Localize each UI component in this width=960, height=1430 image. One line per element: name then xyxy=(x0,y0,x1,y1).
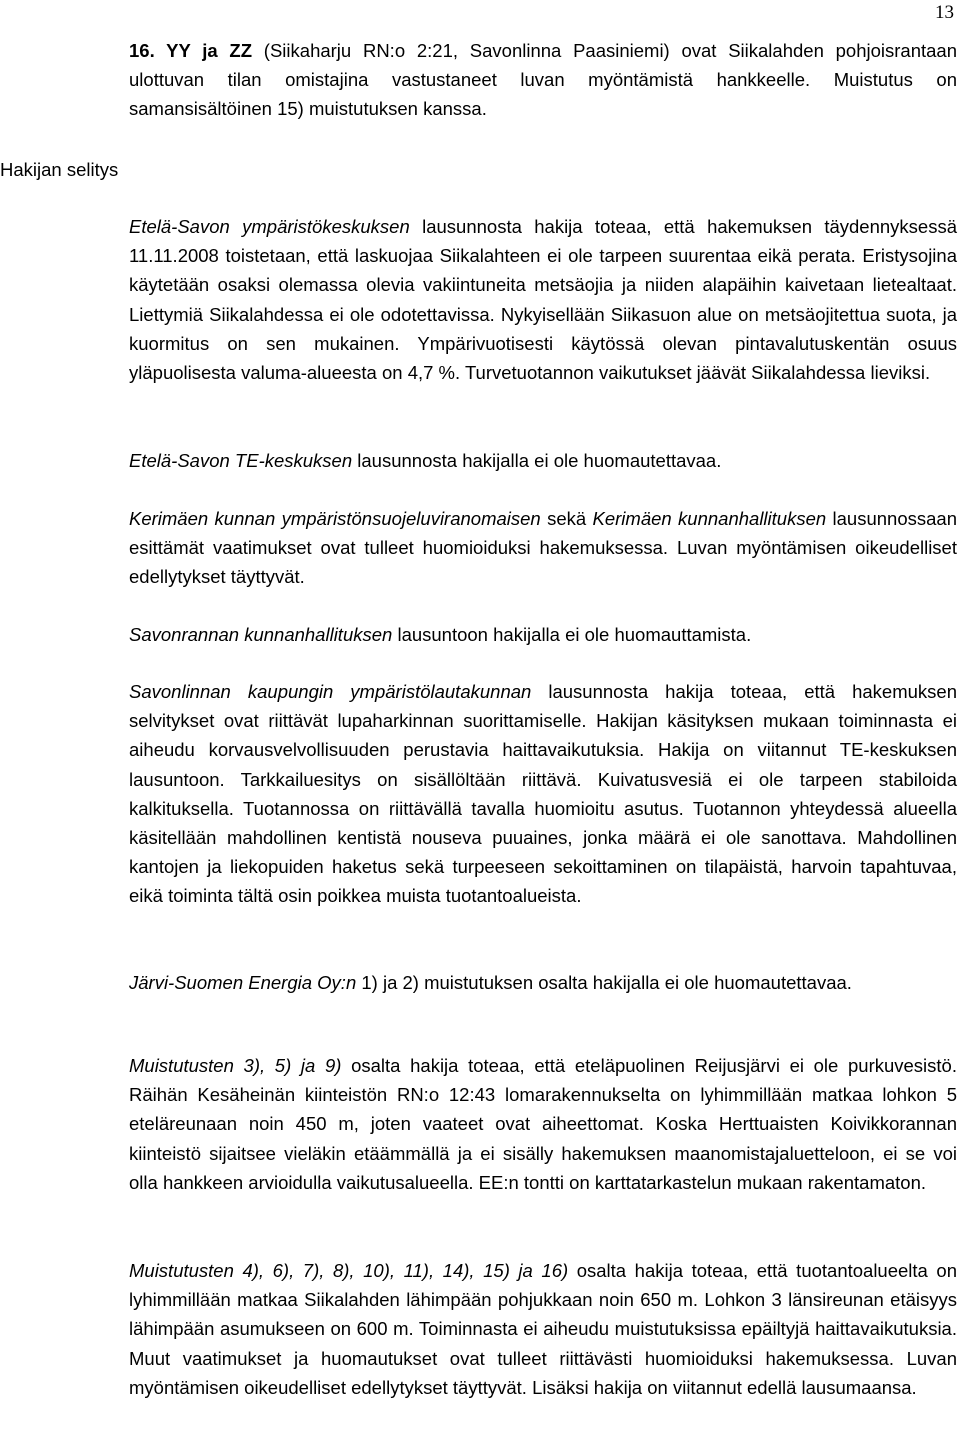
authority-name: Savonlinnan kaupungin ympäristölautakunnan xyxy=(129,681,532,702)
paragraph-text: osalta hakija toteaa, että eteläpuolinen Reijusjärvi ei ole purkuvesistö. Räihän Kesäheinän kiinteistön RN:o 12:43 lomarakennukselta on lyhimmillään matkaa lohkon 5 eteläreunaan noin 450 m, joten vaateet ovat aiheettomat. Koska Herttuaisten Koivikkorannan kiinteistö sijaitsee vieläkin etäämmällä ja ei sisälly hakemuksen maanomistajaluetteloon, ei se voi olla hankkeen arvioidulla vaikutusalueella. EE:n tontti on karttatarkastelun mukaan rakentamaton. xyxy=(129,1055,957,1193)
paragraph-text: sekä xyxy=(540,508,593,529)
authority-name: Etelä-Savon ympäristökeskuksen xyxy=(129,216,410,237)
paragraph-text: lausuntoon hakijalla ei ole huomauttamista. xyxy=(392,624,752,645)
paragraph-kerimaen-kunta xyxy=(129,504,957,592)
authority-name: Järvi-Suomen Energia Oy:n xyxy=(129,972,357,993)
paragraph-muistutukset-4-16 xyxy=(129,1256,957,1402)
paragraph-text: (Siikaharju RN:o 2:21, Savonlinna Paasiniemi) ovat Siikalahden pohjoisrantaan ulottuvan tilan omistajina vastustaneet luvan myöntämistä hankkeelle. Muistutus on samansisältöinen 15) muistutuksen kanssa. xyxy=(129,40,957,120)
paragraph-etela-savon-ymparistokeskus xyxy=(129,212,957,387)
authority-name: Etelä-Savon TE-keskuksen xyxy=(129,450,353,471)
paragraph-muistutukset-3-5-9 xyxy=(129,1051,957,1197)
margin-heading-hakijan-selitys: Hakijan selitys xyxy=(0,159,119,180)
paragraph-text: 1) ja 2) muistutuksen osalta hakijalla ei ole huomautettavaa. xyxy=(356,972,852,993)
muistutus-reference: Muistutusten 4), 6), 7), 8), 10), 11), 14), 15) ja 16) xyxy=(129,1260,569,1281)
authority-name: Savonrannan kunnanhallituksen xyxy=(129,624,393,645)
paragraph-text: lausunnosta hakija toteaa, että hakemuksen selvitykset ovat riittävät lupaharkinnan suorittamiselle. Hakijan käsityksen mukaan toiminnasta ei aiheudu korvausvelvollisuuden perustavia haittavaikutuksia. Hakija on viitannut TE-keskuksen lausuntoon. Tarkkailuesitys on sisällöltään riittävä. Kuivatusvesiä ei ole tarpeen stabiloida kalkituksella. Tuotannossa on riittävällä tavalla huomioitu asutus. Tuotannon yhteydessä alueella käsitellään mahdollinen kentistä nouseva puuaines, jonka määrä ei ole sanottava. Mahdollinen kantojen ja liekopuiden haketus sekä turpeeseen sekoittaminen on tilapäistä, harvoin tapahtuvaa, eikä toiminta tältä osin poikkea muista tuotantoalueista. xyxy=(129,681,957,907)
muistutus-number: 16. YY ja ZZ xyxy=(129,40,253,61)
authority-name-2: Kerimäen kunnanhallituksen xyxy=(592,508,827,529)
paragraph-16-muistutus xyxy=(129,36,957,124)
paragraph-text: osalta hakija toteaa, että tuotantoalueelta on lyhimmillään matkaa Siikalahden lähimpään pohjukkaan noin 650 m. Lohkon 3 länsireunan etäisyys lähimpään asumukseen on 600 m. Toiminnasta ei aiheudu muistutuksissa epäiltyjä haittavaikutuksia. Muut vaatimukset ja huomautukset ovat tulleet riittävästi huomioiduksi hakemuksessa. Luvan myöntämisen oikeudelliset edellytykset täyttyvät. Lisäksi hakija on viitannut edellä lausumaansa. xyxy=(129,1260,957,1398)
authority-name: Kerimäen kunnan ympäristönsuojeluviranomaisen xyxy=(129,508,541,529)
paragraph-savonlinnan-ymparistolautakunta xyxy=(129,677,957,911)
muistutus-reference: Muistutusten 3), 5) ja 9) xyxy=(129,1055,342,1076)
paragraph-text: lausunnosta hakija toteaa, että hakemuksen täydennyksessä 11.11.2008 toistetaan, että laskuojaa Siikalahteen ei ole tarpeen suurentaa eikä perata. Eristysojina käytetään osaksi olemassa olevia vakiintuneita metsäojia ja niiden alapäihin kaivetaan lietealtaat. Liettymiä Siikalahdessa ei ole odotettavissa. Nykyisellään Siikasuon alue on metsäojitettua suota, ja kuormitus on sen mukainen. Ympärivuotisesti käytössä olevan pintavalutuskentän osuus yläpuolisesta valuma-alueesta on 4,7 %. Turvetuotannon vaikutukset jäävät Siikalahdessa lieviksi. xyxy=(129,216,957,384)
paragraph-te-keskus xyxy=(129,446,957,475)
page-number: 13 xyxy=(935,2,954,23)
paragraph-text: lausunnosta hakijalla ei ole huomautettavaa. xyxy=(352,450,722,471)
paragraph-jarvi-suomen-energia xyxy=(129,968,957,997)
paragraph-savonrannan-kunnanhallitus xyxy=(129,620,957,649)
paragraph-text: lausunnossaan esittämät vaatimukset ovat tulleet huomioiduksi hakemuksessa. Luvan myöntämisen oikeudelliset edellytykset täyttyvät. xyxy=(129,508,957,588)
